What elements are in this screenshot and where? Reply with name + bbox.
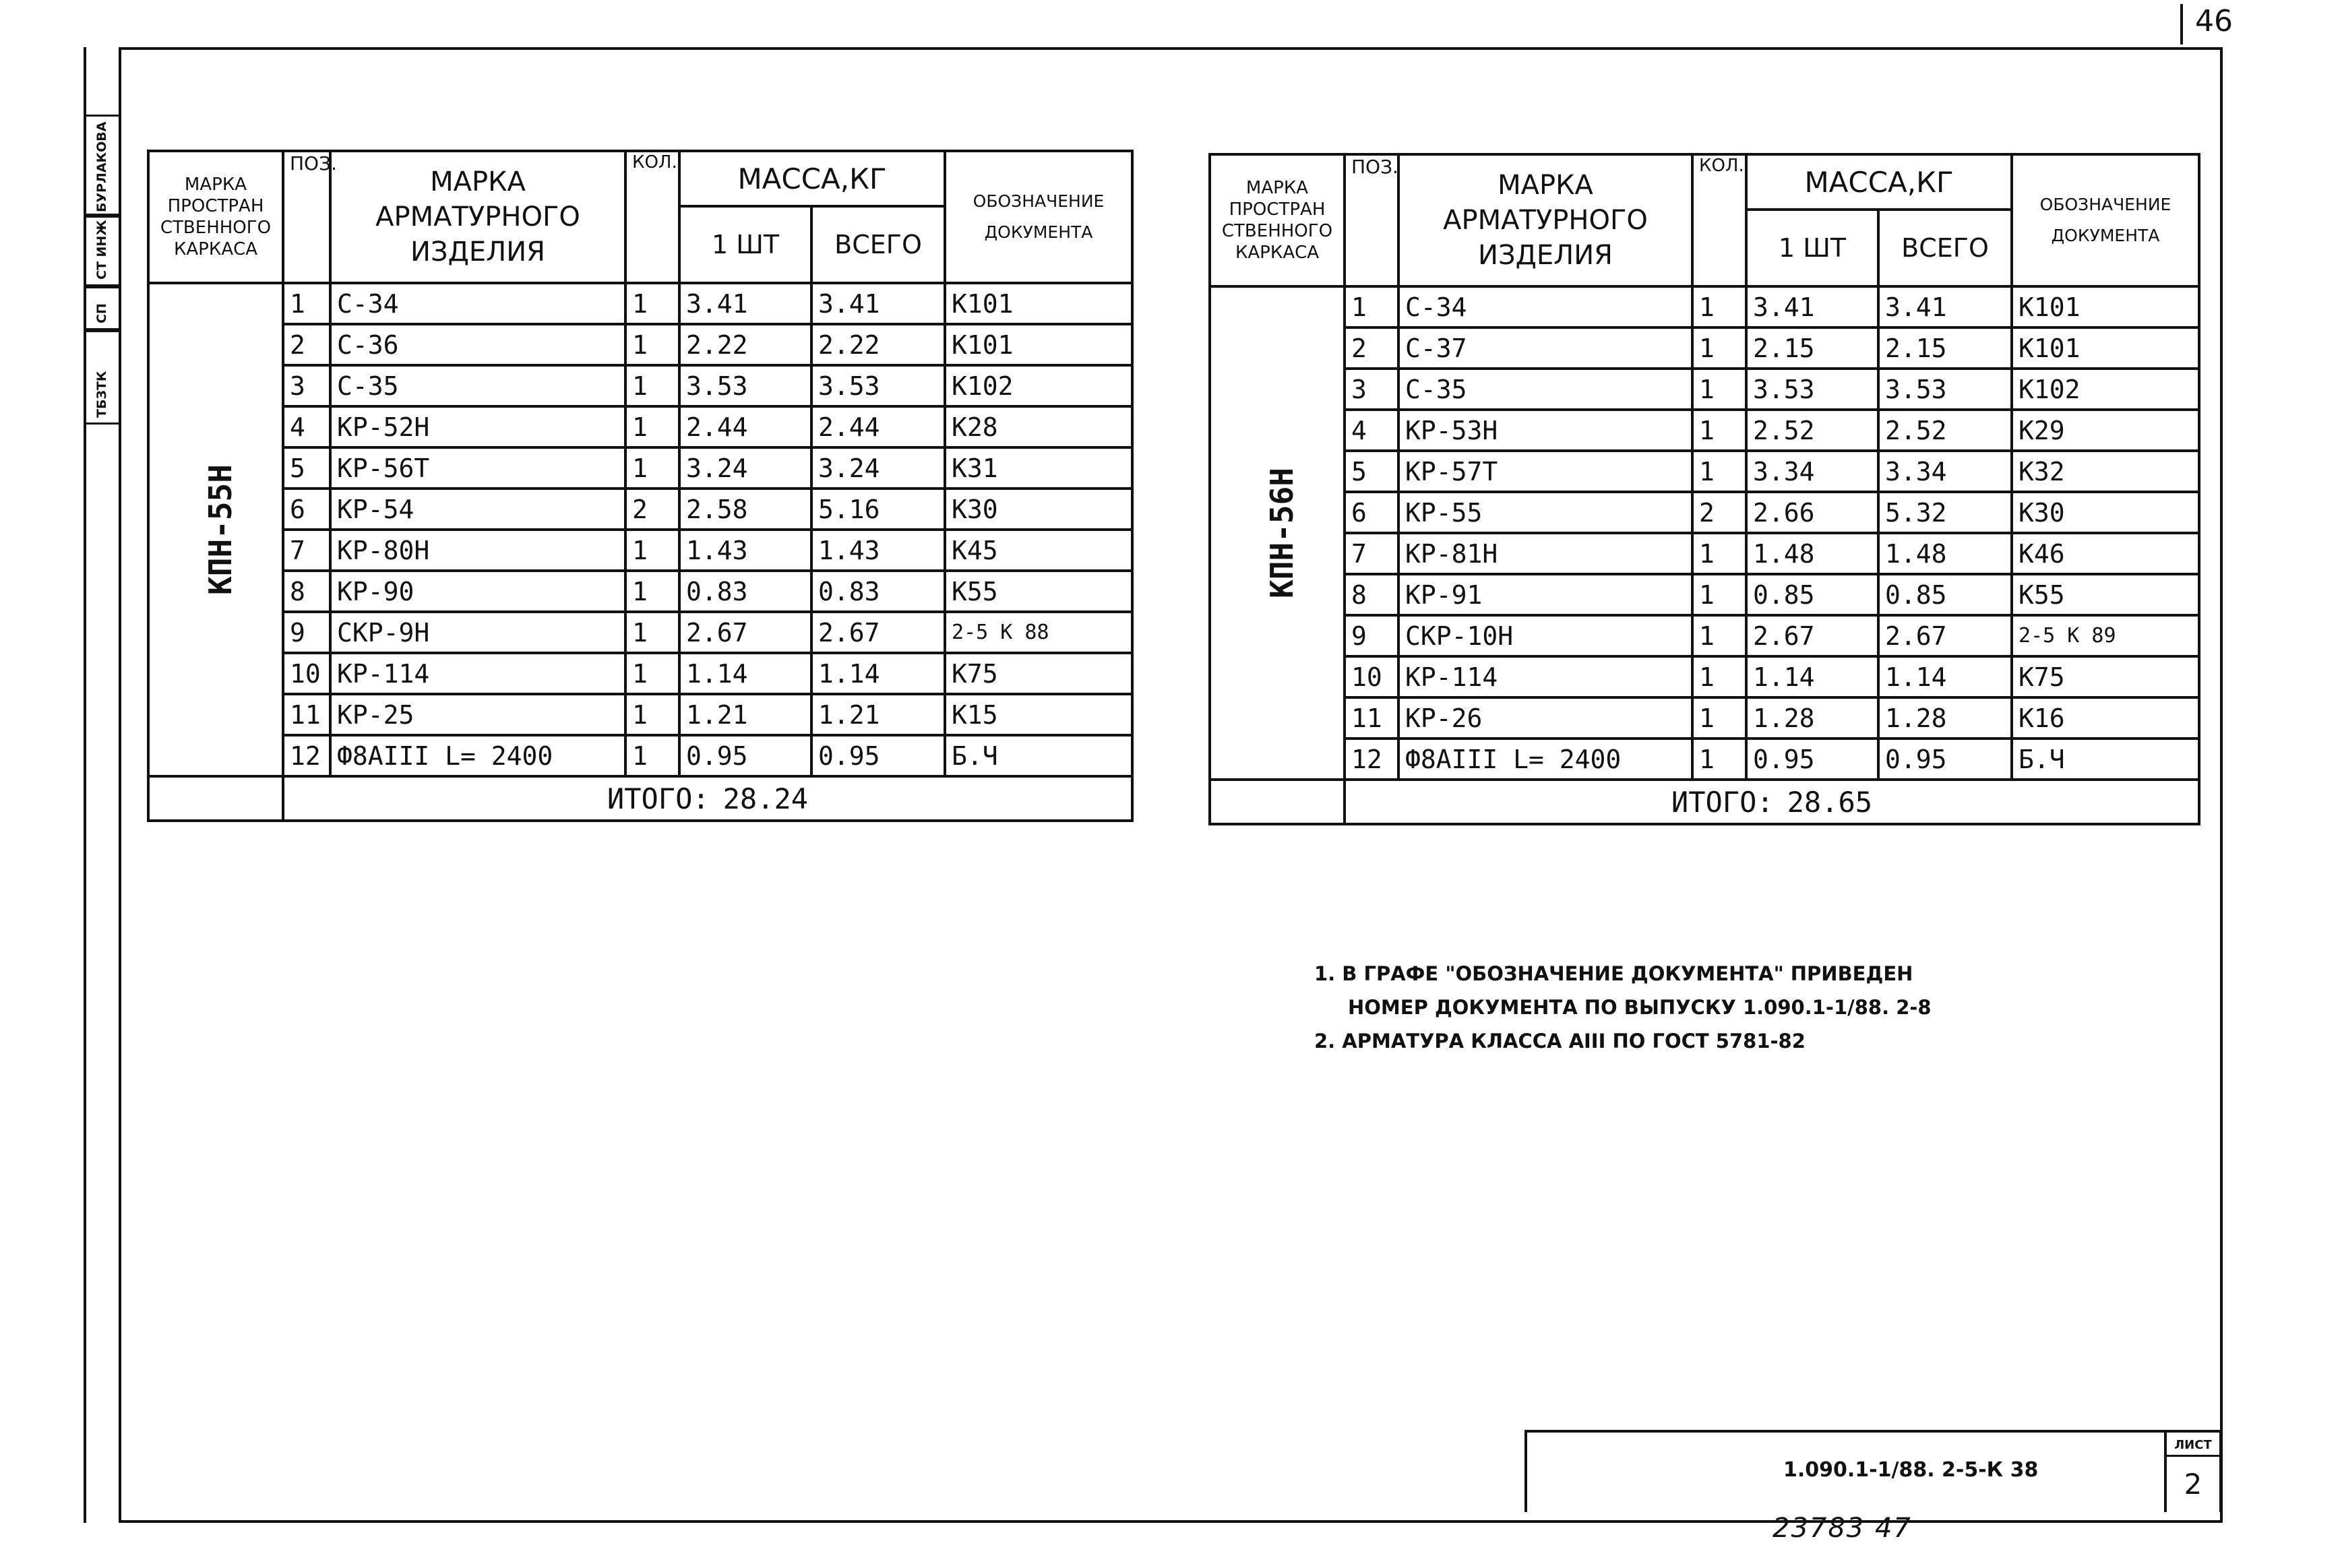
cell-one: 3.41 <box>679 283 811 324</box>
table-row <box>148 365 1132 406</box>
cell-item: КР-26 <box>1398 697 1692 739</box>
cell-total: 0.95 <box>811 735 945 776</box>
cell-pos: 4 <box>1345 410 1398 451</box>
cell-one: 0.95 <box>679 735 811 776</box>
cell-item: С-36 <box>330 324 625 365</box>
cell-pos: 4 <box>283 406 330 447</box>
cell-item: КР-55 <box>1398 492 1692 533</box>
header-mass-total: ВСЕГО <box>811 206 945 283</box>
table-row <box>148 694 1132 735</box>
cell-qty: 1 <box>625 530 679 571</box>
cell-item: С-34 <box>1398 286 1692 327</box>
cell-qty: 1 <box>1692 451 1746 492</box>
cell-total: 2.67 <box>1878 615 2012 656</box>
cell-one: 1.14 <box>1746 656 1878 697</box>
cell-qty: 1 <box>1692 286 1746 327</box>
stamp-sheet-box <box>2164 1433 2219 1512</box>
cell-item: КР-52Н <box>330 406 625 447</box>
total-label: ИТОГО: <box>607 782 710 815</box>
cell-one: 3.53 <box>679 365 811 406</box>
side-label-3: СП <box>94 303 109 323</box>
header-mass-total: ВСЕГО <box>1878 210 2012 286</box>
cell-total: 1.14 <box>1878 656 2012 697</box>
total-row <box>148 776 1132 821</box>
cell-qty: 1 <box>1692 574 1746 615</box>
cell-qty: 1 <box>625 283 679 324</box>
cell-pos: 3 <box>1345 369 1398 410</box>
side-label-2: СТ ИНЖ <box>94 220 109 280</box>
total-cell <box>1345 780 2199 824</box>
total-blank-cell <box>148 776 283 821</box>
cell-total: 0.95 <box>1878 739 2012 780</box>
side-label-4: ТБЗТК <box>94 371 109 418</box>
cell-doc: К16 <box>2012 697 2199 739</box>
cell-one: 1.48 <box>1746 533 1878 574</box>
cell-pos: 7 <box>1345 533 1398 574</box>
header-mass-one: 1 ШТ <box>679 206 811 283</box>
table-row <box>148 324 1132 365</box>
cell-pos: 6 <box>1345 492 1398 533</box>
frame-name-cell <box>148 283 283 776</box>
note-1-line-2: НОМЕР ДОКУМЕНТА ПО ВЫПУСКУ 1.090.1-1/88. 2-8 <box>1348 996 1932 1019</box>
total-blank-cell <box>1210 780 1345 824</box>
cell-doc: К15 <box>945 694 1132 735</box>
cell-item: С-35 <box>330 365 625 406</box>
cell-one: 2.44 <box>679 406 811 447</box>
cell-item: КР-57Т <box>1398 451 1692 492</box>
cell-pos: 11 <box>283 694 330 735</box>
cell-pos: 1 <box>283 283 330 324</box>
cell-item: КР-25 <box>330 694 625 735</box>
table-row <box>1210 697 2199 739</box>
table-row <box>148 283 1132 324</box>
cell-item: СКР-10Н <box>1398 615 1692 656</box>
cell-one: 2.67 <box>1746 615 1878 656</box>
cell-pos: 8 <box>283 571 330 612</box>
cell-doc: К55 <box>2012 574 2199 615</box>
right-spec-table <box>1208 153 2200 825</box>
stamp-sheet-label: ЛИСТ <box>2167 1438 2219 1457</box>
cell-doc: К101 <box>945 283 1132 324</box>
header-mass: МАССА,КГ <box>679 151 945 206</box>
cell-one: 1.28 <box>1746 697 1878 739</box>
header-doc: ОБОЗНАЧЕНИЕ ДОКУМЕНТА <box>2012 154 2199 286</box>
cell-qty: 1 <box>625 653 679 694</box>
cell-doc: К101 <box>2012 286 2199 327</box>
note-2: 2. АРМАТУРА КЛАССА АIII ПО ГОСТ 5781-82 <box>1314 1030 1806 1053</box>
cell-total: 2.67 <box>811 612 945 653</box>
frame-name: КПН-56Н <box>1263 468 1300 598</box>
table-row <box>148 571 1132 612</box>
cell-total: 2.44 <box>811 406 945 447</box>
cell-doc: К28 <box>945 406 1132 447</box>
cell-item: С-34 <box>330 283 625 324</box>
header-frame-mark: МАРКА ПРОСТРАН СТВЕННОГО КАРКАСА <box>1210 154 1345 286</box>
cell-pos: 1 <box>1345 286 1398 327</box>
cell-total: 2.15 <box>1878 327 2012 369</box>
cell-total: 3.41 <box>1878 286 2012 327</box>
total-value: 28.65 <box>1787 785 1873 819</box>
cell-qty: 1 <box>1692 410 1746 451</box>
table-row <box>1210 327 2199 369</box>
cell-total: 3.53 <box>1878 369 2012 410</box>
cell-item: СКР-9Н <box>330 612 625 653</box>
cell-doc: 2-5 К 89 <box>2012 615 2199 656</box>
cell-one: 2.58 <box>679 489 811 530</box>
table-row <box>1210 615 2199 656</box>
notes <box>1314 957 1932 1058</box>
table-row <box>1210 574 2199 615</box>
cell-total: 3.34 <box>1878 451 2012 492</box>
cell-one: 2.66 <box>1746 492 1878 533</box>
cell-qty: 1 <box>625 406 679 447</box>
stamp-code: 1.090.1-1/88. 2-5-К 38 <box>1783 1458 2039 1482</box>
cell-qty: 1 <box>625 612 679 653</box>
table-row <box>1210 656 2199 697</box>
cell-total: 3.53 <box>811 365 945 406</box>
cell-doc: К101 <box>945 324 1132 365</box>
right-table-body <box>1210 286 2199 824</box>
cell-doc: К75 <box>2012 656 2199 697</box>
side-label-1: БУРЛАКОВА <box>94 121 109 212</box>
cell-doc: К102 <box>945 365 1132 406</box>
cell-pos: 10 <box>283 653 330 694</box>
cell-pos: 9 <box>283 612 330 653</box>
cell-one: 3.41 <box>1746 286 1878 327</box>
cell-qty: 1 <box>625 735 679 776</box>
corner-sheet-number: 46 <box>2180 4 2233 44</box>
header-pos: ПОЗ. <box>1345 154 1398 286</box>
cell-total: 3.24 <box>811 447 945 489</box>
header-item-mark: МАРКА АРМАТУРНОГО ИЗДЕЛИЯ <box>330 151 625 283</box>
header-frame-mark: МАРКА ПРОСТРАН СТВЕННОГО КАРКАСА <box>148 151 283 283</box>
cell-one: 3.53 <box>1746 369 1878 410</box>
header-mass: МАССА,КГ <box>1746 154 2012 210</box>
table-row <box>148 653 1132 694</box>
cell-pos: 3 <box>283 365 330 406</box>
cell-item: КР-90 <box>330 571 625 612</box>
cell-doc: К32 <box>2012 451 2199 492</box>
cell-one: 0.85 <box>1746 574 1878 615</box>
cell-total: 2.22 <box>811 324 945 365</box>
cell-one: 3.34 <box>1746 451 1878 492</box>
header-item-mark: МАРКА АРМАТУРНОГО ИЗДЕЛИЯ <box>1398 154 1692 286</box>
cell-doc: Б.Ч <box>945 735 1132 776</box>
cell-pos: 10 <box>1345 656 1398 697</box>
cell-item: КР-54 <box>330 489 625 530</box>
table-row <box>148 406 1132 447</box>
cell-qty: 2 <box>1692 492 1746 533</box>
cell-doc: К75 <box>945 653 1132 694</box>
cell-qty: 1 <box>625 365 679 406</box>
cell-pos: 12 <box>1345 739 1398 780</box>
cell-item: КР-80Н <box>330 530 625 571</box>
table-row <box>148 489 1132 530</box>
cell-doc: К31 <box>945 447 1132 489</box>
cell-pos: 8 <box>1345 574 1398 615</box>
header-pos: ПОЗ. <box>283 151 330 283</box>
cell-pos: 11 <box>1345 697 1398 739</box>
cell-pos: 7 <box>283 530 330 571</box>
frame-name-cell <box>1210 286 1345 780</box>
cell-doc: Б.Ч <box>2012 739 2199 780</box>
table-row <box>148 735 1132 776</box>
cell-doc: К55 <box>945 571 1132 612</box>
header-doc: ОБОЗНАЧЕНИЕ ДОКУМЕНТА <box>945 151 1132 283</box>
cell-one: 0.95 <box>1746 739 1878 780</box>
cell-qty: 1 <box>625 694 679 735</box>
cell-total: 0.83 <box>811 571 945 612</box>
table-row <box>148 530 1132 571</box>
cell-total: 1.21 <box>811 694 945 735</box>
cell-doc: К30 <box>945 489 1132 530</box>
cell-total: 2.52 <box>1878 410 2012 451</box>
table-row <box>1210 533 2199 574</box>
cell-doc: К46 <box>2012 533 2199 574</box>
cell-one: 3.24 <box>679 447 811 489</box>
header-qty: КОЛ. <box>625 151 679 283</box>
cell-qty: 1 <box>1692 533 1746 574</box>
cell-qty: 1 <box>625 447 679 489</box>
table-row <box>148 447 1132 489</box>
cell-doc: К101 <box>2012 327 2199 369</box>
cell-qty: 1 <box>1692 615 1746 656</box>
cell-total: 1.28 <box>1878 697 2012 739</box>
cell-pos: 12 <box>283 735 330 776</box>
cell-item: Ф8АIII L= 2400 <box>1398 739 1692 780</box>
total-cell <box>283 776 1132 821</box>
cell-pos: 2 <box>1345 327 1398 369</box>
header-mass-one: 1 ШТ <box>1746 210 1878 286</box>
cell-doc: К45 <box>945 530 1132 571</box>
cell-one: 2.22 <box>679 324 811 365</box>
cell-item: КР-91 <box>1398 574 1692 615</box>
cell-item: КР-114 <box>1398 656 1692 697</box>
table-row <box>1210 492 2199 533</box>
header-qty: КОЛ. <box>1692 154 1746 286</box>
note-1-line-1: 1. В ГРАФЕ "ОБОЗНАЧЕНИЕ ДОКУМЕНТА" ПРИВЕДЕН <box>1314 962 1913 985</box>
left-spec-table <box>147 150 1134 822</box>
cell-one: 1.21 <box>679 694 811 735</box>
cell-one: 2.67 <box>679 612 811 653</box>
cell-qty: 1 <box>1692 327 1746 369</box>
cell-pos: 6 <box>283 489 330 530</box>
cell-qty: 1 <box>625 571 679 612</box>
cell-total: 1.43 <box>811 530 945 571</box>
table-row <box>1210 286 2199 327</box>
cell-doc: К102 <box>2012 369 2199 410</box>
cell-pos: 5 <box>1345 451 1398 492</box>
total-value: 28.24 <box>722 782 809 815</box>
table-row <box>1210 369 2199 410</box>
frame-name: КПН-55Н <box>202 464 239 595</box>
stamp-sheet-number: 2 <box>2184 1468 2202 1501</box>
table-row <box>1210 739 2199 780</box>
cell-doc: 2-5 К 88 <box>945 612 1132 653</box>
cell-qty: 1 <box>1692 656 1746 697</box>
cell-doc: К29 <box>2012 410 2199 451</box>
cell-item: КР-81Н <box>1398 533 1692 574</box>
title-stamp <box>1524 1430 2222 1512</box>
table-row <box>1210 451 2199 492</box>
cell-doc: К30 <box>2012 492 2199 533</box>
cell-total: 1.48 <box>1878 533 2012 574</box>
total-label: ИТОГО: <box>1671 785 1774 819</box>
cell-qty: 2 <box>625 489 679 530</box>
cell-one: 1.43 <box>679 530 811 571</box>
cell-item: КР-56Т <box>330 447 625 489</box>
cell-one: 2.15 <box>1746 327 1878 369</box>
cell-total: 1.14 <box>811 653 945 694</box>
cell-item: С-37 <box>1398 327 1692 369</box>
cell-item: КР-53Н <box>1398 410 1692 451</box>
cell-pos: 9 <box>1345 615 1398 656</box>
cell-one: 2.52 <box>1746 410 1878 451</box>
cell-qty: 1 <box>1692 739 1746 780</box>
left-table-body <box>148 283 1132 821</box>
cell-item: Ф8АIII L= 2400 <box>330 735 625 776</box>
cell-total: 0.85 <box>1878 574 2012 615</box>
inventory-number: 23783 47 <box>1773 1513 1912 1544</box>
cell-total: 5.16 <box>811 489 945 530</box>
table-row <box>148 612 1132 653</box>
cell-qty: 1 <box>1692 369 1746 410</box>
cell-pos: 2 <box>283 324 330 365</box>
cell-one: 0.83 <box>679 571 811 612</box>
cell-qty: 1 <box>1692 697 1746 739</box>
table-row <box>1210 410 2199 451</box>
cell-qty: 1 <box>625 324 679 365</box>
cell-total: 3.41 <box>811 283 945 324</box>
cell-pos: 5 <box>283 447 330 489</box>
cell-item: КР-114 <box>330 653 625 694</box>
cell-total: 5.32 <box>1878 492 2012 533</box>
cell-item: С-35 <box>1398 369 1692 410</box>
cell-one: 1.14 <box>679 653 811 694</box>
total-row <box>1210 780 2199 824</box>
